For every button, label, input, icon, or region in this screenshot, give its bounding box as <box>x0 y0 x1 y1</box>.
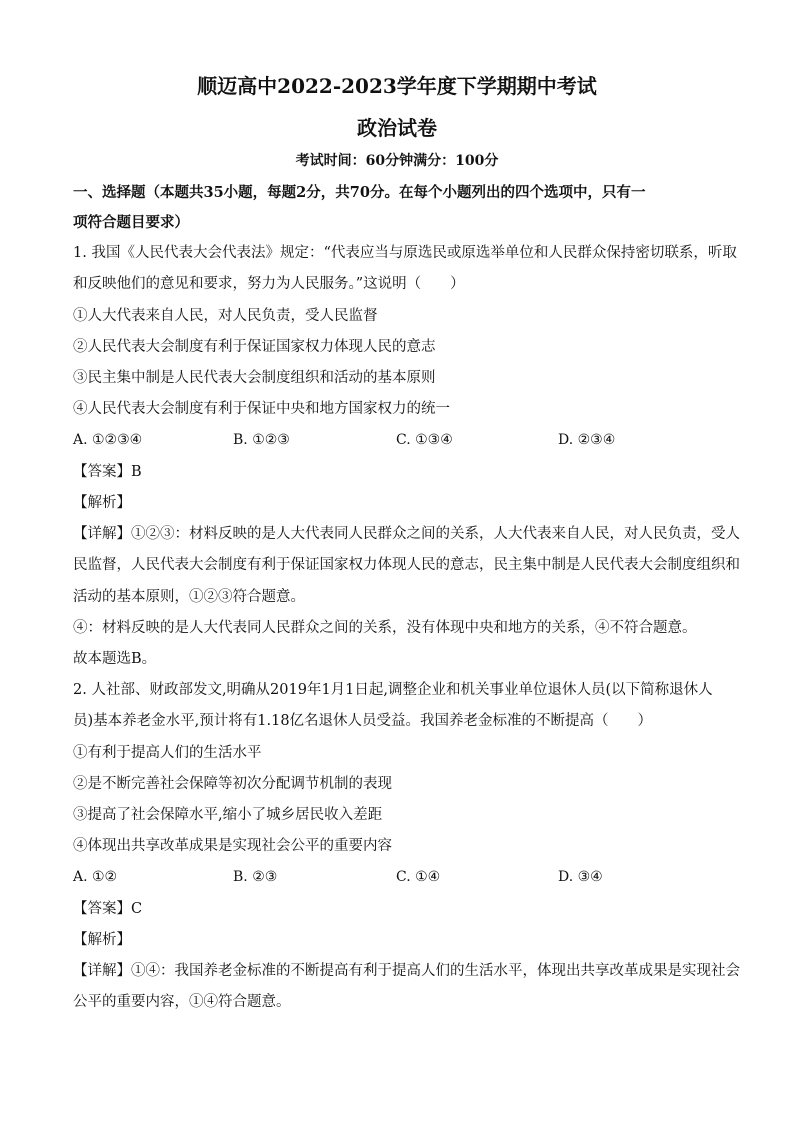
exam-info: 考试时间：60分钟满分：100分 <box>295 153 499 169</box>
q1-statement-2: ②人民代表大会制度有利于保证国家权力体现人民的意志 <box>73 339 436 355</box>
exam-subject: 政治试卷 <box>357 116 437 140</box>
q1-detail-line2: 民监督，人民代表大会制度有利于保证国家权力体现人民的意志，民主集中制是人民代表大会制度组织和 <box>73 557 740 573</box>
q2-statement-2: ②是不断完善社会保障等初次分配调节机制的表现 <box>73 776 392 792</box>
q2-option-d: D. ③④ <box>558 869 603 885</box>
q1-detail-line3: 活动的基本原则，①②③符合题意。 <box>73 589 305 605</box>
q2-stem-line1: 2. 人社部、财政部发文,明确从2019年1月1日起,调整企业和机关事业单位退休人员(以下简称退休人 <box>73 682 713 698</box>
q2-answer: 【答案】C <box>73 901 143 917</box>
q2-option-a: A. ①② <box>73 869 118 885</box>
q2-detail-line1: 【详解】①④：我国养老金标准的不断提高有利于提高人们的生活水平，体现出共享改革成果是实现社会 <box>73 963 740 979</box>
q2-stem-line2: 员)基本养老金水平,预计将有1.18亿名退休人员受益。我国养老金标准的不断提高（ ） <box>73 713 653 729</box>
q1-detail-line1: 【详解】①②③：材料反映的是人大代表同人民群众之间的关系，人大代表来自人民，对人民负责，受人 <box>73 526 740 542</box>
q1-option-a: A. ①②③④ <box>73 432 143 448</box>
q1-statement-3: ③民主集中制是人民代表大会制度组织和活动的基本原则 <box>73 370 436 386</box>
q1-conclusion: 故本题选B。 <box>73 651 157 667</box>
q2-detail-line2: 公平的重要内容，①④符合题意。 <box>73 994 291 1010</box>
exam-title: 顺迈高中2022-2023学年度下学期期中考试 <box>197 74 597 98</box>
q2-statement-3: ③提高了社会保障水平,缩小了城乡居民收入差距 <box>73 807 383 823</box>
q1-analysis: 【解析】 <box>73 495 131 511</box>
q1-option-c: C. ①③④ <box>396 432 453 448</box>
section-heading-line1: 一、选择题（本题共35小题，每题2分，共70分。在每个小题列出的四个选项中，只有一 <box>73 184 646 201</box>
q2-option-c: C. ①④ <box>396 869 441 885</box>
q2-option-b: B. ②③ <box>233 869 278 885</box>
section-heading-line2: 项符合题目要求） <box>73 214 189 231</box>
q1-detail-line4: ④：材料反映的是人大代表同人民群众之间的关系，没有体现中央和地方的关系，④不符合题意。 <box>73 620 697 636</box>
q1-statement-1: ①人大代表来自人民，对人民负责，受人民监督 <box>73 308 378 324</box>
q1-stem-line1: 1. 我国《人民代表大会代表法》规定：“代表应当与原选民或原选举单位和人民群众保持密切联系，听取 <box>73 245 737 261</box>
q1-statement-4: ④人民代表大会制度有利于保证中央和地方国家权力的统一 <box>73 401 450 417</box>
q2-analysis: 【解析】 <box>73 932 131 948</box>
q2-statement-4: ④体现出共享改革成果是实现社会公平的重要内容 <box>73 838 392 854</box>
q1-stem-line2: 和反映他们的意见和要求，努力为人民服务。”这说明（ ） <box>73 276 465 292</box>
q1-option-b: B. ①②③ <box>233 432 290 448</box>
q1-option-d: D. ②③④ <box>558 432 616 448</box>
q1-answer: 【答案】B <box>73 464 142 480</box>
q2-statement-1: ①有利于提高人们的生活水平 <box>73 745 262 761</box>
